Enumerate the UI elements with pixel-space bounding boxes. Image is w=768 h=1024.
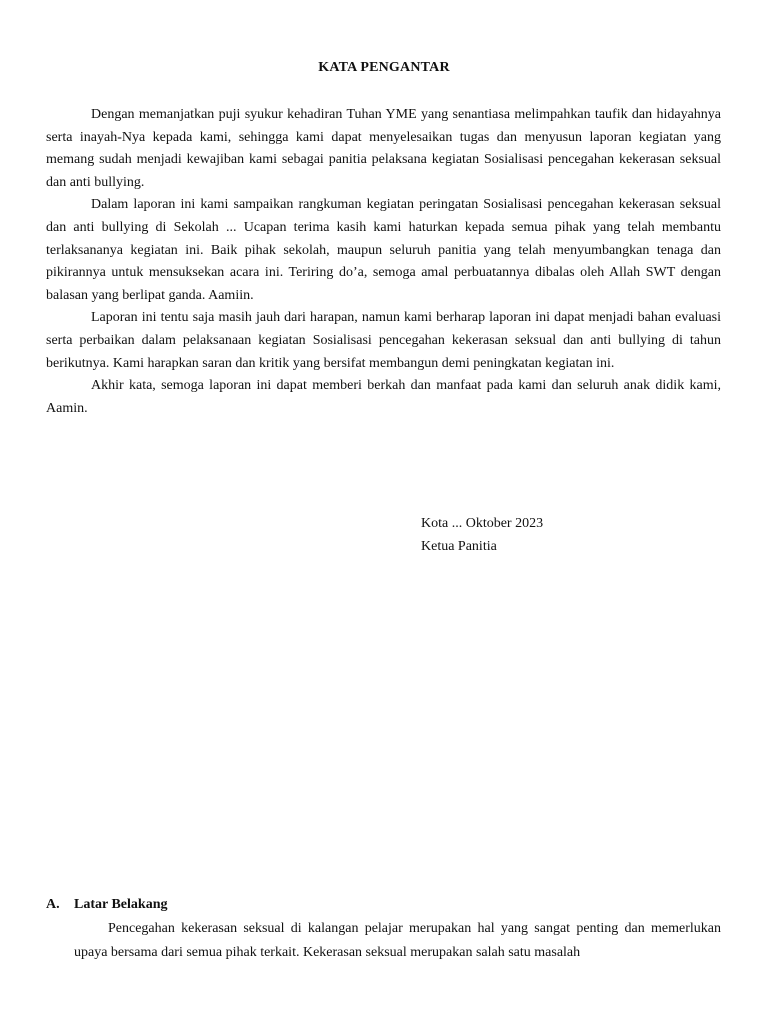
paragraph-4: Akhir kata, semoga laporan ini dapat memberi berkah dan manfaat pada kami dan seluruh anak didik kami, Aamin. bbox=[46, 378, 721, 416]
paragraph-3: Laporan ini tentu saja masih jauh dari harapan, namun kami berharap laporan ini dapat menjadi bahan evaluasi serta perbaikan dalam pelaksanaan kegiatan Sosialisasi pencegahan kekerasan seksual dan anti bullying di tahun berikutnya. Kami harapkan saran dan kritik yang bersifat membangun demi peningkatan kegiatan ini. bbox=[46, 310, 721, 371]
section-body bbox=[74, 917, 721, 965]
section-number: A. bbox=[46, 897, 60, 912]
page-title: KATA PENGANTAR bbox=[318, 60, 450, 75]
foreword-body bbox=[46, 104, 721, 420]
section-title: Latar Belakang bbox=[74, 897, 168, 912]
signature-place-date: Kota ... Oktober 2023 bbox=[421, 516, 544, 531]
signature-role: Ketua Panitia bbox=[421, 539, 497, 554]
signature-block bbox=[421, 512, 543, 558]
paragraph-1: Dengan memanjatkan puji syukur kehadiran Tuhan YME yang senantiasa melimpahkan taufik dan hidayahnya serta inayah-Nya kepada kami, sehingga kami dapat menyelesaikan tugas dan menyusun laporan kegiatan yang memang sudah menjadi kewajiban kami sebagai panitia pelaksana kegiatan Sosialisasi pencegahan kekerasan seksual dan anti bullying. bbox=[46, 107, 721, 190]
section-paragraph: Pencegahan kekerasan seksual di kalangan pelajar merupakan hal yang sangat penting dan memerlukan upaya bersama dari semua pihak terkait. Kekerasan seksual merupakan salah satu masalah bbox=[74, 921, 721, 960]
paragraph-2: Dalam laporan ini kami sampaikan rangkuman kegiatan peringatan Sosialisasi pencegahan kekerasan seksual dan anti bullying di Sekolah ... Ucapan terima kasih kami haturkan kepada semua pihak yang telah membantu terlaksananya kegiatan ini. Baik pihak sekolah, maupun seluruh panitia yang telah menyumbangkan tenaga dan pikirannya untuk mensuksekan acara ini. Teriring do’a, semoga amal perbuatannya dibalas oleh Allah SWT dengan balasan yang berlipat ganda. Aamiin. bbox=[46, 197, 721, 303]
section-heading bbox=[46, 897, 167, 913]
